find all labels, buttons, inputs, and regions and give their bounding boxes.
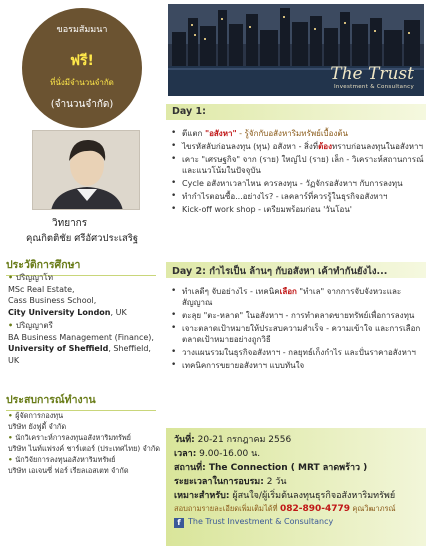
school-country: , UK xyxy=(110,307,127,317)
bullet-icon: • xyxy=(8,411,16,420)
list-item: • ไขรหัสลับก่อนลงทุน (ทุน) อสังหา - สิ่งที่ต้องทราบก่อนลงทุนในอสังหาฯ xyxy=(170,141,425,152)
brand-logo-text: The Trust xyxy=(330,64,414,84)
event-info-box xyxy=(166,428,426,546)
day1-heading: Day 1: xyxy=(166,104,426,120)
free-seminar-badge xyxy=(22,8,142,128)
facebook-icon: f xyxy=(174,518,184,528)
school-name: City University London xyxy=(8,307,111,317)
speaker-photo xyxy=(32,130,140,210)
work-company: บริษัท ไนท์แฟรงค์ ชาร์เตอร์ (ประเทศไทย) จำกัด xyxy=(8,444,161,453)
list-item: • ทำเลดีๆ จับอย่างไร - เทคนิคเลือก "ทำเล" จากการจับจังหวะและสัญญาณ xyxy=(170,286,425,308)
event-time: เวลา: 9.00-16.00 น. xyxy=(174,449,261,459)
list-item: • เคาะ "เศรษฐกิจ" จาก (ราย) ใหญ่ไป (ราย) เล็ก - วิเคราะห์สถานการณ์ และแนวโน้มในปัจจุบัน xyxy=(170,154,425,176)
speaker-name: คุณกิตติชัย ศรีอัศวประเสริฐ xyxy=(26,233,139,244)
degree-label: ปริญญาโท xyxy=(15,273,53,282)
work-item xyxy=(8,410,163,432)
badge-line-3: ที่นั่งมีจำนวนจำกัด xyxy=(50,78,114,87)
work-heading: ประสบการณ์ทำงาน xyxy=(6,391,156,411)
education-list xyxy=(8,272,163,366)
list-item: • ตะลุย "ตะ-หลาด" ในอสังหาฯ - การทำตลาดขายทรัพย์เพื่อการลงทุน xyxy=(170,310,425,321)
list-item: • ทำกำไรตอนซื้อ...อย่างไร? - เลคลาร์ที่ควรรู้ในธุรกิจอสังหาฯ xyxy=(170,191,425,202)
speaker-portrait-image xyxy=(33,131,140,210)
list-item: • เจาะตลาดเป้าหมายให้ประสบความสำเร็จ - ความเข้าใจ และการเลือกตลาดเป้าหมายอย่างถูกวิธี xyxy=(170,323,425,345)
list-item: • Cycle อสังหาเวลาไหน ควรลงทุน - วัฏจักรอสังหาฯ กับการลงทุน xyxy=(170,178,425,189)
speaker-title: วิทยากร xyxy=(52,218,88,229)
work-role: ผู้จัดการกองทุน xyxy=(15,411,64,420)
bullet-icon: • xyxy=(8,321,16,330)
school-name: University of Sheffield xyxy=(8,344,109,353)
degree-label: ปริญญาตรี xyxy=(15,321,53,330)
work-item xyxy=(8,432,163,454)
bullet-icon: • xyxy=(8,455,16,464)
education-line: Cass Business School, xyxy=(8,296,97,305)
education-line: BA Business Management (Finance), xyxy=(8,332,154,342)
badge-line-1: ขอรมสัมมนา xyxy=(56,25,108,35)
bullet-icon: • xyxy=(8,273,16,282)
work-role: นักวิเคราะห์การลงทุนอสังหาริมทรัพย์ xyxy=(15,433,131,442)
contact-line: สอบถามรายละเอียดเพิ่มเติมได้ที่ 082-890-4779 คุณวิฒาภรณ์ xyxy=(174,504,396,514)
event-date: วันที่: 20-21 กรกฎาคม 2556 xyxy=(174,435,292,445)
school-country: , Sheffield, UK xyxy=(8,344,151,365)
day2-list xyxy=(170,286,425,373)
list-item: • วางแผนรวมในธุรกิจอสังหาฯ - กลยุทธ์เก็งกำไร และปั่นราคาอสังหาฯ xyxy=(170,347,425,358)
city-skyline-banner xyxy=(168,4,424,96)
education-heading: ประวัติการศึกษา xyxy=(6,256,156,276)
work-company: บริษัท เอเจนซี่ ฟอร์ เรียลเอสเตท จำกัด xyxy=(8,466,129,475)
work-item xyxy=(8,454,163,476)
event-duration: ระยะเวลาในการอบรม: 2 วัน xyxy=(174,477,287,487)
badge-line-2: ฟรี! xyxy=(70,53,94,69)
badge-line-4: (จำนวนจำกัด) xyxy=(50,99,114,110)
facebook-link[interactable]: f The Trust Investment & Consultancy xyxy=(174,515,418,529)
list-item: • Kick-off work shop - เตรียมพร้อมก่อน 'วันโอน' xyxy=(170,204,425,215)
education-item xyxy=(8,272,163,318)
brand-subtitle: Investment & Consultancy xyxy=(334,84,414,90)
work-role: นักวิจัยการลงทุนอสังหาริมทรัพย์ xyxy=(15,455,116,464)
list-item: • เทคนิคการขยายอสังหาฯ แบบทันใจ xyxy=(170,360,425,371)
day2-heading: Day 2: กำไรเป็น ล้านๆ กับอสังหา เค้าทำกันยังไง... xyxy=(166,262,426,278)
work-list xyxy=(8,410,163,476)
list-item: • ตีแตก "อสังหา" - รู้จักกับอสังหาริมทรัพย์เบื้องต้น xyxy=(170,128,425,139)
education-item xyxy=(8,320,163,366)
education-line: MSc Real Estate, xyxy=(8,284,75,294)
work-company: บริษัท ยังฟูดี้ จำกัด xyxy=(8,422,67,431)
bullet-icon: • xyxy=(8,433,16,442)
event-venue: สถานที่: The Connection ( MRT ลาดพร้าว ) xyxy=(174,463,368,473)
phone-number[interactable]: 082-890-4779 xyxy=(279,504,351,514)
event-audience: เหมาะสำหรับ: ผู้สนใจ/ผู้เริ่มต้นลงทุนธุรกิจอสังหาริมทรัพย์ xyxy=(174,491,396,501)
day1-list xyxy=(170,128,425,217)
